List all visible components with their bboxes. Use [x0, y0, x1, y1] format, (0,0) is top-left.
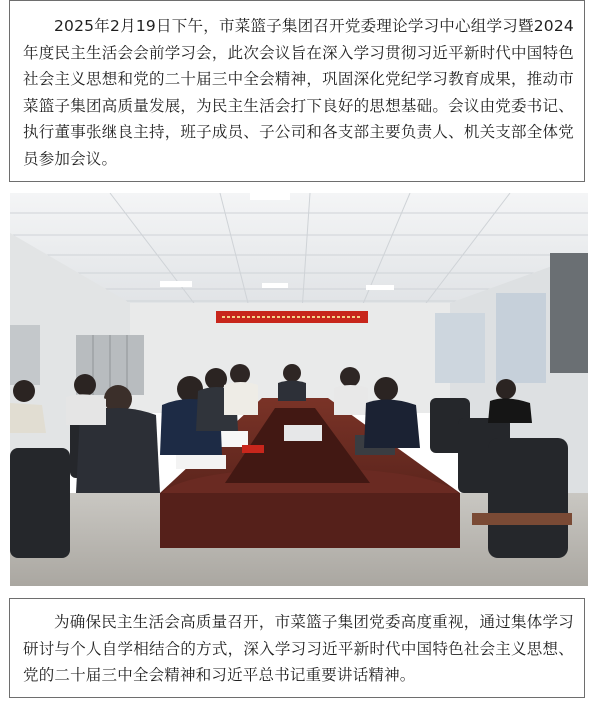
- left-board: [10, 325, 40, 385]
- intro-text-box: [9, 0, 585, 182]
- meeting-photo: [10, 193, 588, 586]
- nameplate: [242, 445, 264, 453]
- summary-paragraph: 为确保民主生活会高质量召开，市菜篮子集团党委高度重视，通过集体学习研讨与个人自学相结合的方式，深入学习习近平新时代中国特色社会主义思想、党的二十届三中全会精神和习近平总书记重要讲话精神。: [23, 613, 574, 684]
- intro-paragraph: 2025年2月19日下午，市菜篮子集团召开党委理论学习中心组学习暨2024年度民主生活会会前学习会，此次会议旨在深入学习贯彻习近平新时代中国特色社会主义思想和党的二十届三中全会精神，巩固深化党纪学习教育成果，推动市菜篮子集团高质量发展，为民主生活会打下良好的思想基础。会议由党委书记、执行董事张继良主持，班子成员、子公司和各支部主要负责人、机关支部全体党员参加会议。: [23, 17, 574, 168]
- window-curtain: [550, 253, 588, 373]
- window: [435, 313, 485, 383]
- summary-text-box: [9, 598, 585, 698]
- projector: [284, 425, 322, 441]
